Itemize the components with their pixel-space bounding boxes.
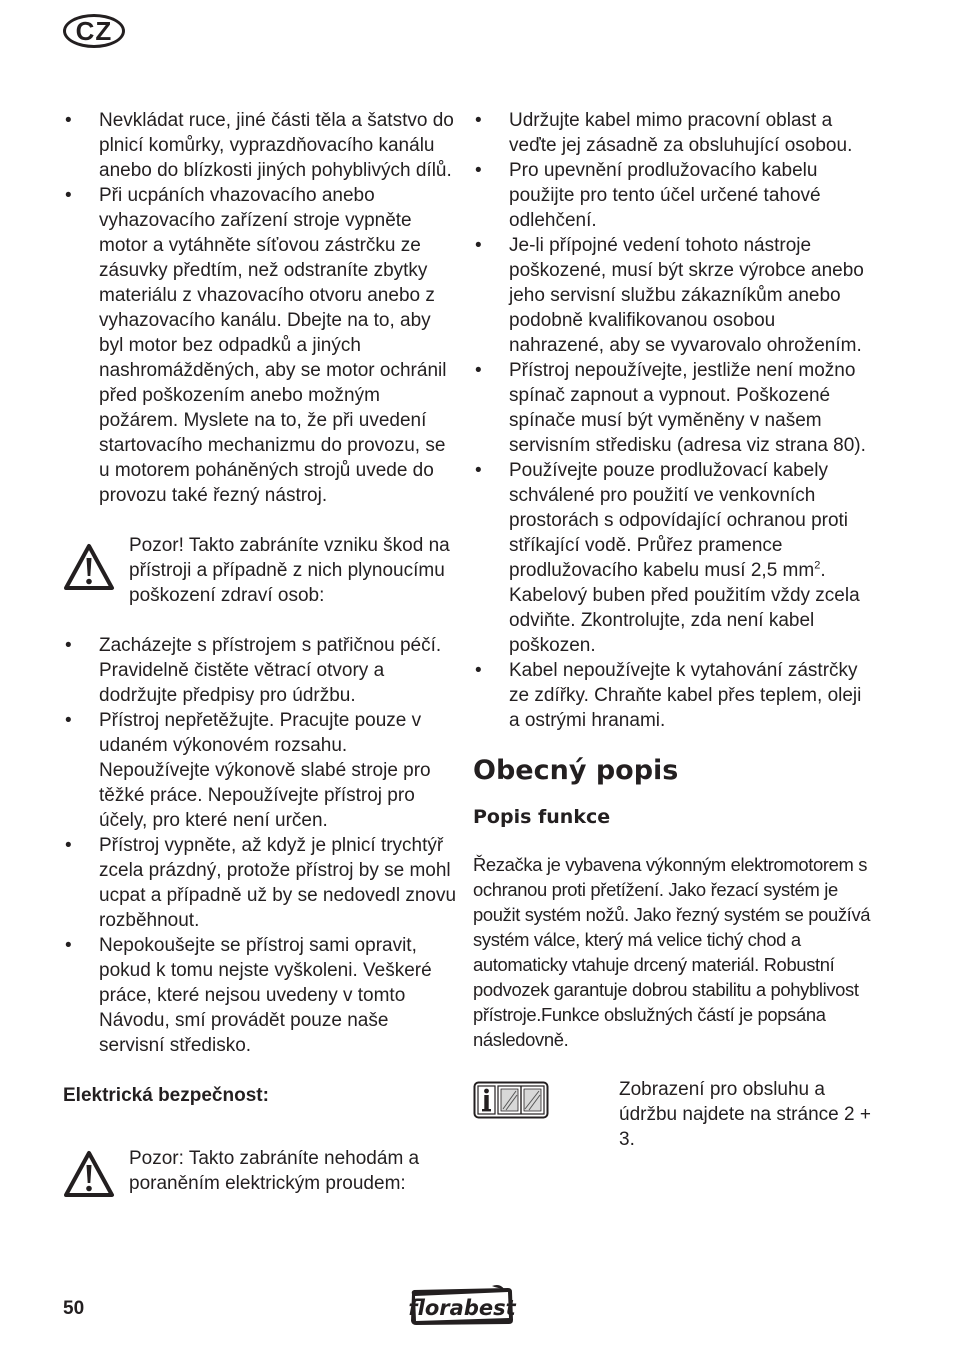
safety-list-1 xyxy=(63,108,458,508)
subsection-title: Popis funkce xyxy=(473,806,611,828)
list-item-text: Přístroj nepoužívejte, jestliže není možno spínač zapnout a vypnout. Poškozené spínače musí být vyměněny v našem servisním středisku (adresa viz strana 80). xyxy=(509,360,866,456)
info-text: Zobrazení pro obsluhu a údržbu najdete na stránce 2 + 3. xyxy=(619,1079,871,1150)
left-column xyxy=(63,108,458,1205)
list-item xyxy=(473,358,873,458)
list-item xyxy=(473,458,873,658)
list-item xyxy=(473,233,873,358)
warning-text-2: Pozor: Takto zabráníte nehodám a poraněním elektrickým proudem: xyxy=(129,1148,420,1194)
list-item-text: Je-li přípojné vedení tohoto nástroje poškozené, musí být skrze výrobce anebo jeho servisní službu zákazníkům anebo podobně kvalifikovanou osobou nahrazené, aby se vyvarovalo ohrožením. xyxy=(509,235,864,356)
list-item xyxy=(63,183,458,508)
list-item xyxy=(63,633,458,708)
warning-triangle-icon xyxy=(63,1146,129,1205)
list-item xyxy=(473,158,873,233)
electrical-safety-heading: Elektrická bezpečnost: xyxy=(63,1085,269,1106)
warning-block-2 xyxy=(63,1146,458,1205)
florabest-logo xyxy=(404,1284,518,1328)
safety-list-2 xyxy=(63,633,458,1058)
list-item xyxy=(473,108,873,158)
list-item-text: Pro upevnění prodlužovacího kabelu použijte pro tento účel určené tahové odlehčení. xyxy=(509,160,821,231)
section-title: Obecný popis xyxy=(473,755,679,786)
list-item-text: Zacházejte s přístrojem s patřičnou péčí. Pravidelně čistěte větrací otvory a dodržujte předpisy pro údržbu. xyxy=(99,635,442,706)
list-item-text: Používejte pouze prodlužovací kabely schválené pro použití ve venkovních prostorách s odpovídající ochranou proti stříkající vodě. Průřez pramence prodlužovacího kabelu musí 2,5 mm xyxy=(509,460,849,581)
manual-info-icon xyxy=(473,1077,619,1126)
function-description: Řezačka je vybavena výkonným elektromotorem s ochranou proti přetížení. Jako řezací systém je použit systém nožů. Jako řezný systém se používá systém válce, který má velice tichý chod a automaticky vtahuje drcený materiál. Robustní podvozek garantuje dobrou stabilitu a pohyblivost přístroje.Funkce obslužných částí je popsána následovně. xyxy=(473,854,871,1050)
list-item xyxy=(63,833,458,933)
list-item-text: Přístroj vypněte, až když je plnicí trychtýř zcela prázdný, protože přístroj by se mohl ucpat a případně už by se nedovedl znovu rozběhnout. xyxy=(99,835,457,931)
list-item xyxy=(473,658,873,733)
warning-triangle-icon xyxy=(63,533,129,598)
right-column xyxy=(473,108,873,1152)
list-item xyxy=(63,933,458,1058)
list-item-text: Přístroj nepřetěžujte. Pracujte pouze v udaném výkonovém rozsahu. Nepoužívejte výkonově slabé stroje pro těžké práce. Nepoužívejte přístroj pro účely, pro které není určen. xyxy=(99,710,431,831)
warning-text-1: Pozor! Takto zabráníte vzniku škod na přístroji a případně z nich plynoucímu poškození zdraví osob: xyxy=(129,535,450,606)
logo-text: florabest xyxy=(408,1296,516,1320)
list-item-text: Kabel nepoužívejte k vytahování zástrčky ze zdířky. Chraňte kabel přes teplem, oleji a ostrými hranami. xyxy=(509,660,862,731)
language-badge xyxy=(63,14,125,48)
list-item-text: Při ucpáních vhazovacího anebo vyhazovacího zařízení stroje vypněte motor a vytáhněte síťovou zástrčku ze zásuvky předtím, než odstraníte zbytky materiálu z vhazovacího otvoru anebo z vyhazovacího kanálu. Dbejte na to, aby byl motor bez odpadků a jiných nashromážděných, aby se motor ochránil před poškozením anebo možným požárem. Myslete na to, že při uvedení startovacího mechanizmu do provozu, se u motorem poháněných strojů uvede do provozu také řezný nástroj. xyxy=(99,185,447,506)
list-item xyxy=(63,108,458,183)
list-item xyxy=(63,708,458,833)
page-number: 50 xyxy=(63,1298,85,1319)
list-item-text: . Kabelový buben před použitím vždy zcela odviňte. Zkontrolujte, zda není kabel poškozen. xyxy=(509,560,860,656)
superscript: 2 xyxy=(814,559,821,572)
language-code: CZ xyxy=(75,15,113,46)
info-block xyxy=(473,1077,873,1152)
warning-block-1 xyxy=(63,533,458,608)
list-item-text: Nevkládat ruce, jiné části těla a šatstvo do plnicí komůrky, vyprazdňovacího kanálu anebo do blízkosti jiných pohyblivých dílů. xyxy=(99,110,454,181)
cable-safety-list xyxy=(473,108,873,733)
list-item-text: Udržujte kabel mimo pracovní oblast a veďte jej zásadně za obsluhující osobou. xyxy=(509,110,853,156)
list-item-text: Nepokoušejte se přístroj sami opravit, pokud k tomu nejste vyškoleni. Veškeré práce, které nejsou uvedeny v tomto Návodu, smí provádět pouze naše servisní středisko. xyxy=(99,935,432,1056)
